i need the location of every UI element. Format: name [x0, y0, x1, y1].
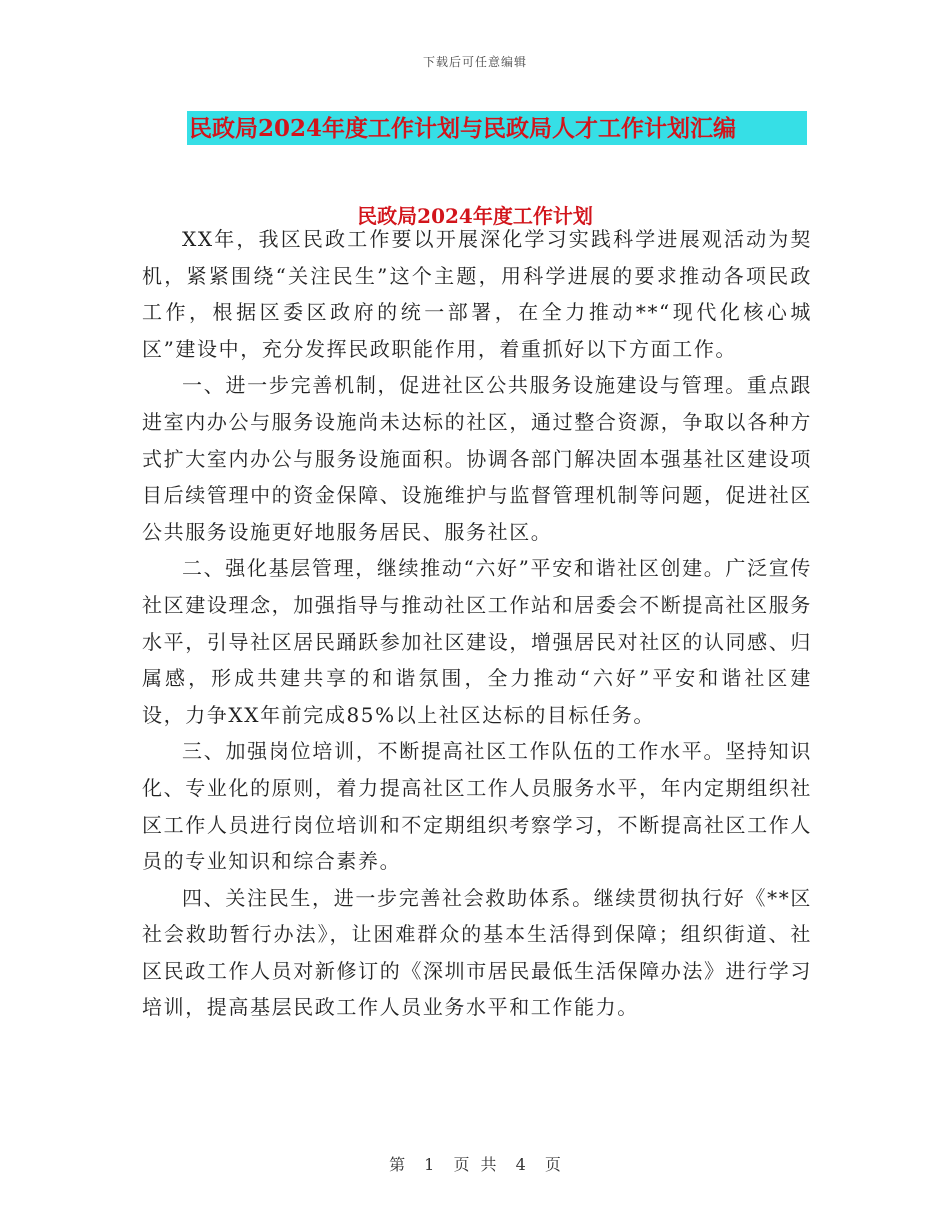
paragraph-item-3: 三、加强岗位培训，不断提高社区工作队伍的工作水平。坚持知识化、专业化的原则，着力提高社区工作人员服务水平，年内定期组织社区工作人员进行岗位培训和不定期组织考察学习，不断提高社区工作人员的专业知识和综合素养。 [142, 739, 812, 874]
footer-page-number: 1 [424, 1155, 435, 1174]
paragraph-item-2: 二、强化基层管理，继续推动“六好”平安和谐社区创建。广泛宣传社区建设理念，加强指导与推动社区工作站和居委会不断提高社区服务水平，引导社区居民踊跃参加社区建设，增强居民对社区的认同感、归属感，形成共建共享的和谐氛围，全力推动“六好”平安和谐社区建设，力争XX年前完成85%以上社区达标的目标任务。 [142, 556, 812, 727]
document-title: 民政局2024年度工作计划与民政局人才工作计划汇编 [189, 115, 737, 142]
body-text [142, 221, 812, 1026]
footer-middle: 页 共 [453, 1155, 497, 1174]
page-footer [0, 1152, 950, 1175]
paragraph-intro: XX年，我区民政工作要以开展深化学习实践科学进展观活动为契机，紧紧围绕“关注民生”这个主题，用科学进展的要求推动各项民政工作，根据区委区政府的统一部署，在全力推动**“现代化核心城区”建设中，充分发挥民政职能作用，着重抓好以下方面工作。 [142, 227, 812, 361]
paragraph-item-1: 一、进一步完善机制，促进社区公共服务设施建设与管理。重点跟进室内办公与服务设施尚未达标的社区，通过整合资源，争取以各种方式扩大室内办公与服务设施面积。协调各部门解决固本强基社区建设项目后续管理中的资金保障、设施维护与监督管理机制等问题，促进社区公共服务设施更好地服务居民、服务社区。 [142, 373, 812, 544]
footer-total-pages: 4 [515, 1155, 526, 1174]
footer-suffix: 页 [544, 1155, 561, 1174]
header-note: 下载后可任意编辑 [422, 55, 527, 69]
footer-prefix: 第 [389, 1155, 406, 1174]
section-title: 民政局2024年度工作计划 [357, 204, 593, 228]
paragraph-item-4: 四、关注民生，进一步完善社会救助体系。继续贯彻执行好《**区社会救助暂行办法》，让困难群众的基本生活得到保障；组织街道、社区民政工作人员对新修订的《深圳市居民最低生活保障办法》进行学习培训，提高基层民政工作人员业务水平和工作能力。 [142, 885, 812, 1020]
